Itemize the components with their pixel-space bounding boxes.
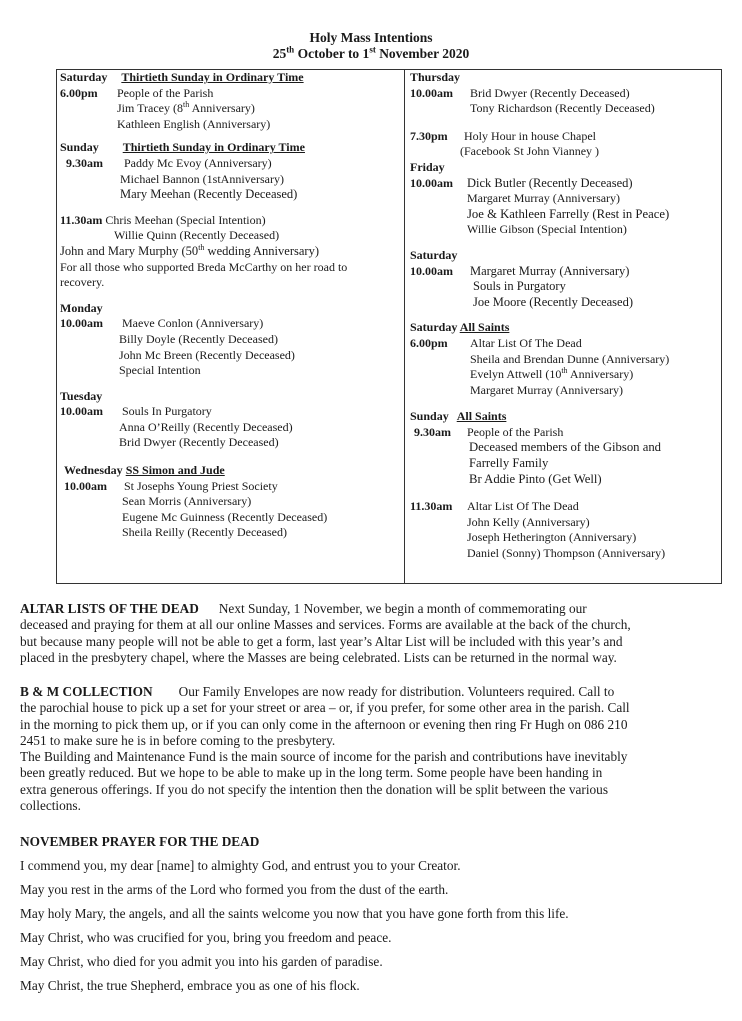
intention: Souls in Purgatory	[473, 279, 566, 294]
intention: Tony Richardson (Recently Deceased)	[470, 101, 655, 116]
intention: Michael Bannon (1stAnniversary)	[120, 171, 284, 186]
paragraph-line: 2451 to make sure he is in before coming to the presbytery.	[20, 732, 336, 748]
mass-time: 10.00am	[64, 478, 107, 493]
feast-title: All Saints	[459, 320, 510, 335]
intention: Margaret Murray (Anniversary)	[467, 191, 621, 206]
paragraph-line: placed in the presbytery chapel, where the Masses are being celebrated. Lists can be returned in the normal way.	[20, 649, 617, 665]
mass-time: 10.00am	[410, 263, 453, 278]
column-divider	[404, 69, 405, 584]
day-label: Saturday	[410, 247, 458, 262]
prayer-line: May Christ, who died for you admit you into his garden of paradise.	[20, 954, 383, 969]
feast-title: All Saints	[456, 409, 507, 424]
intention: Joseph Hetherington (Anniversary)	[467, 530, 637, 545]
intention: Altar List Of The Dead	[470, 335, 582, 350]
section-heading: B & M COLLECTION	[20, 684, 153, 699]
right-column	[410, 70, 718, 562]
intention: Br Addie Pinto (Get Well)	[469, 471, 602, 486]
date-start-day: 25	[272, 46, 287, 61]
paragraph-line: but because many people will not be able to get a form, last year’s Altar List will be included with this year’s and	[20, 633, 623, 649]
intention: (Facebook St John Vianney )	[460, 144, 600, 159]
date-start-suffix: th	[286, 44, 295, 55]
prayer-line: I commend you, my dear [name] to almighty God, and entrust you to your Creator.	[20, 858, 461, 873]
intention: John Kelly (Anniversary)	[467, 514, 590, 529]
intention: Paddy Mc Evoy (Anniversary)	[124, 155, 272, 170]
intention: Sheila Reilly (Recently Deceased)	[122, 525, 287, 540]
day-label: Saturday	[60, 70, 108, 84]
prayer-line: May Christ, who was crucified for you, bring you freedom and peace.	[20, 930, 392, 945]
mass-time: 10.00am	[60, 404, 103, 419]
intention: Joe Moore (Recently Deceased)	[473, 294, 633, 309]
intention: Kathleen English (Anniversary)	[117, 116, 271, 131]
section-heading: ALTAR LISTS OF THE DEAD	[20, 601, 199, 616]
feast-title: Thirtieth Sunday in Ordinary Time	[121, 70, 304, 84]
intention: Willie Gibson (Special Intention)	[467, 222, 627, 237]
intention: Evelyn Attwell (10th Anniversary)	[470, 366, 634, 382]
day-label: Tuesday	[60, 388, 103, 403]
intention: Brid Dwyer (Recently Deceased)	[470, 85, 630, 100]
paragraph-line: Next Sunday, 1 November, we begin a month of commemorating our	[218, 601, 587, 616]
intention: For all those who supported Breda McCarthy on her road to	[60, 259, 348, 274]
intention: St Josephs Young Priest Society	[124, 478, 278, 493]
mass-time: 6.00pm	[60, 85, 98, 100]
paragraph-line: in the morning to pick them up, or if you can only come in the afternoon or evening then ring Fr Hugh on 086 210	[20, 716, 628, 732]
intention: Joe & Kathleen Farrelly (Rest in Peace)	[467, 206, 670, 221]
intention: People of the Parish	[467, 424, 564, 439]
mass-time: 6.00pm	[410, 335, 448, 350]
page-title: Holy Mass Intentions	[309, 30, 433, 45]
day-label: Thursday	[410, 70, 461, 84]
paragraph-line: Our Family Envelopes are now ready for distribution. Volunteers required. Call to	[178, 684, 615, 699]
date-end-suffix: st	[369, 44, 376, 55]
intention: Jim Tracey (8th Anniversary)	[117, 100, 255, 116]
mass-time: 9.30am	[414, 424, 451, 439]
day-label: Saturday	[410, 320, 458, 335]
section-heading: NOVEMBER PRAYER FOR THE DEAD	[20, 834, 260, 849]
mass-time: 10.00am	[410, 85, 453, 100]
prayer-line: May holy Mary, the angels, and all the saints welcome you now that you have gone forth from this life.	[20, 906, 569, 921]
mass-time: 7.30pm	[410, 128, 448, 143]
intention: Eugene Mc Guinness (Recently Deceased)	[122, 509, 328, 524]
paragraph-line: collections.	[20, 798, 81, 814]
intention: Farrelly Family	[469, 456, 549, 471]
paragraph-line: deceased and praying for them at all our online Masses and services. Forms are available at the back of the church,	[20, 617, 631, 633]
paragraph-line: the parochial house to pick up a set for your street or area – or, if you prefer, for some other area in the parish. Call	[20, 700, 630, 716]
feast-title: Thirtieth Sunday in Ordinary Time	[122, 140, 305, 155]
intention: Dick Butler (Recently Deceased)	[467, 175, 633, 190]
left-column	[60, 70, 400, 541]
intention: recovery.	[60, 275, 105, 290]
intention: Billy Doyle (Recently Deceased)	[119, 331, 278, 346]
day-label: Sunday	[410, 409, 449, 424]
intention: Mary Meehan (Recently Deceased)	[120, 187, 298, 202]
date-range	[0, 46, 742, 62]
day-label: Sunday	[60, 140, 99, 155]
intention: John and Mary Murphy (50th wedding Anniversary)	[60, 242, 319, 258]
intention: Anna O’Reilly (Recently Deceased)	[119, 419, 293, 434]
day-label: Wednesday	[64, 463, 123, 478]
paragraph-line: extra generous offerings. If you do not specify the intention then the donation will be split between the various	[20, 781, 608, 797]
intention: Margaret Murray (Anniversary)	[470, 382, 624, 397]
day-label: Friday	[410, 159, 445, 174]
date-end: November 2020	[375, 46, 470, 61]
intention: Sean Morris (Anniversary)	[122, 494, 252, 509]
intention: John Mc Breen (Recently Deceased)	[119, 347, 295, 362]
paragraph-line: been greatly reduced. But we hope to be able to make up in the long term. Some people have been handing in	[20, 765, 603, 781]
date-middle: October to 1	[294, 46, 370, 61]
intention: Chris Meehan (Special Intention)	[105, 212, 266, 227]
intention: Holy Hour in house Chapel	[464, 128, 596, 143]
mass-time: 10.00am	[60, 316, 103, 331]
mass-time: 11.30am	[410, 499, 453, 514]
bm-collection-section	[20, 684, 725, 814]
prayer-line: May you rest in the arms of the Lord who formed you from the dust of the earth.	[20, 882, 449, 897]
mass-time: 9.30am	[66, 155, 103, 170]
intention: Margaret Murray (Anniversary)	[470, 263, 630, 278]
prayer-line: May Christ, the true Shepherd, embrace you as one of his flock.	[20, 978, 360, 993]
intention: Daniel (Sonny) Thompson (Anniversary)	[467, 546, 666, 561]
intention: Sheila and Brendan Dunne (Anniversary)	[470, 351, 670, 366]
mass-time: 11.30am	[60, 212, 103, 227]
intention: Special Intention	[119, 363, 201, 378]
intention: Brid Dwyer (Recently Deceased)	[119, 435, 279, 450]
day-label: Monday	[60, 300, 103, 315]
intention: Souls In Purgatory	[122, 404, 212, 419]
mass-time: 10.00am	[410, 175, 453, 190]
feast-title: SS Simon and Jude	[125, 463, 225, 478]
intention: Willie Quinn (Recently Deceased)	[114, 228, 280, 243]
intention: Altar List Of The Dead	[467, 499, 579, 514]
intention: People of the Parish	[117, 85, 214, 100]
altar-lists-section	[20, 601, 725, 666]
intention: Maeve Conlon (Anniversary)	[122, 316, 264, 331]
intention: Deceased members of the Gibson and	[469, 440, 662, 455]
paragraph-line: The Building and Maintenance Fund is the main source of income for the parish and contributions have inevitably	[20, 749, 628, 765]
